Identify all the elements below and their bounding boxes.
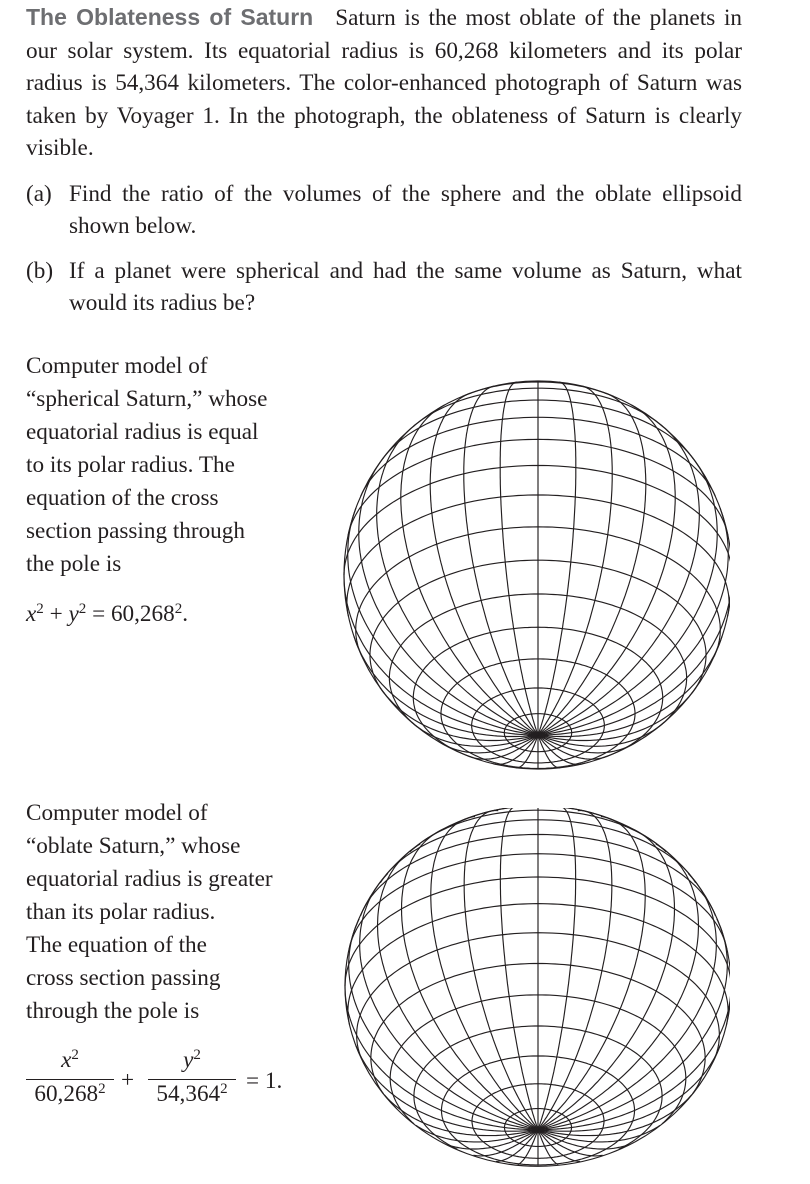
part-b-text: If a planet were spherical and had the same volume as Saturn, what would its radius be? xyxy=(69,258,742,316)
sphere-equation: $x^2 + y^2 = 60,268^2$. xyxy=(26,601,188,627)
caption-line: than its polar radius. xyxy=(26,899,216,925)
fraction-x: $x^2$ 60,268$^2$ xyxy=(26,1047,114,1108)
caption-line: “spherical Saturn,” whose xyxy=(26,386,268,412)
oblate-caption xyxy=(26,797,273,1028)
caption-line: Computer model of xyxy=(26,353,208,379)
part-b xyxy=(26,255,742,319)
plus-sign: + xyxy=(121,1067,135,1093)
fraction-y: $y^2$ 54,364$^2$ xyxy=(148,1047,236,1108)
equation-rhs: = 1. xyxy=(246,1068,283,1094)
part-a-label: (a) xyxy=(26,181,52,207)
meridian-line xyxy=(538,382,576,735)
caption-line: Computer model of xyxy=(26,800,208,826)
caption-line: section passing through xyxy=(26,518,245,544)
caption-line: to its polar radius. The xyxy=(26,452,235,478)
meridian-line xyxy=(538,405,675,735)
meridian-line xyxy=(538,817,645,1130)
problem-intro xyxy=(26,1,742,165)
part-b-label: (b) xyxy=(26,258,54,284)
spherical-saturn-wireframe xyxy=(330,368,730,788)
caption-line: equation of the cross xyxy=(26,485,219,511)
caption-line: through the pole is xyxy=(26,998,200,1024)
meridian-line xyxy=(402,827,539,1130)
caption-line: equatorial radius is equal xyxy=(26,419,259,445)
part-a xyxy=(26,178,742,242)
caption-line: The equation of the xyxy=(26,932,207,958)
caption-line: “oblate Saturn,” whose xyxy=(26,833,241,859)
problem-heading: The Oblateness of Saturn xyxy=(26,4,314,30)
caption-line: cross section passing xyxy=(26,965,221,991)
meridian-line xyxy=(500,808,538,1130)
caption-line: the pole is xyxy=(26,551,122,577)
meridian-line xyxy=(538,873,716,1129)
meridian-line xyxy=(538,919,727,1130)
intro-text: Saturn is the most oblate of the planets in our solar system. Its equatorial radius is 60,268 kilometers and its polar radius is 54,364 kilometers. The color-enhanced photograph of Saturn was taken by Voyager 1. In the photograph, the oblateness of Saturn is clearly visible. xyxy=(26,5,742,161)
spherical-caption xyxy=(26,350,267,581)
oblate-saturn-wireframe xyxy=(330,808,730,1168)
caption-line: equatorial radius is greater xyxy=(26,866,273,892)
meridian-line xyxy=(500,382,538,735)
meridian-line xyxy=(349,919,538,1130)
meridian-line xyxy=(431,817,538,1130)
meridian-line xyxy=(538,827,675,1130)
part-a-text: Find the ratio of the volumes of the sphere and the oblate ellipsoid shown below. xyxy=(69,181,742,239)
meridian-line xyxy=(360,873,538,1129)
meridian-line xyxy=(538,808,576,1130)
meridian-line xyxy=(401,405,538,735)
